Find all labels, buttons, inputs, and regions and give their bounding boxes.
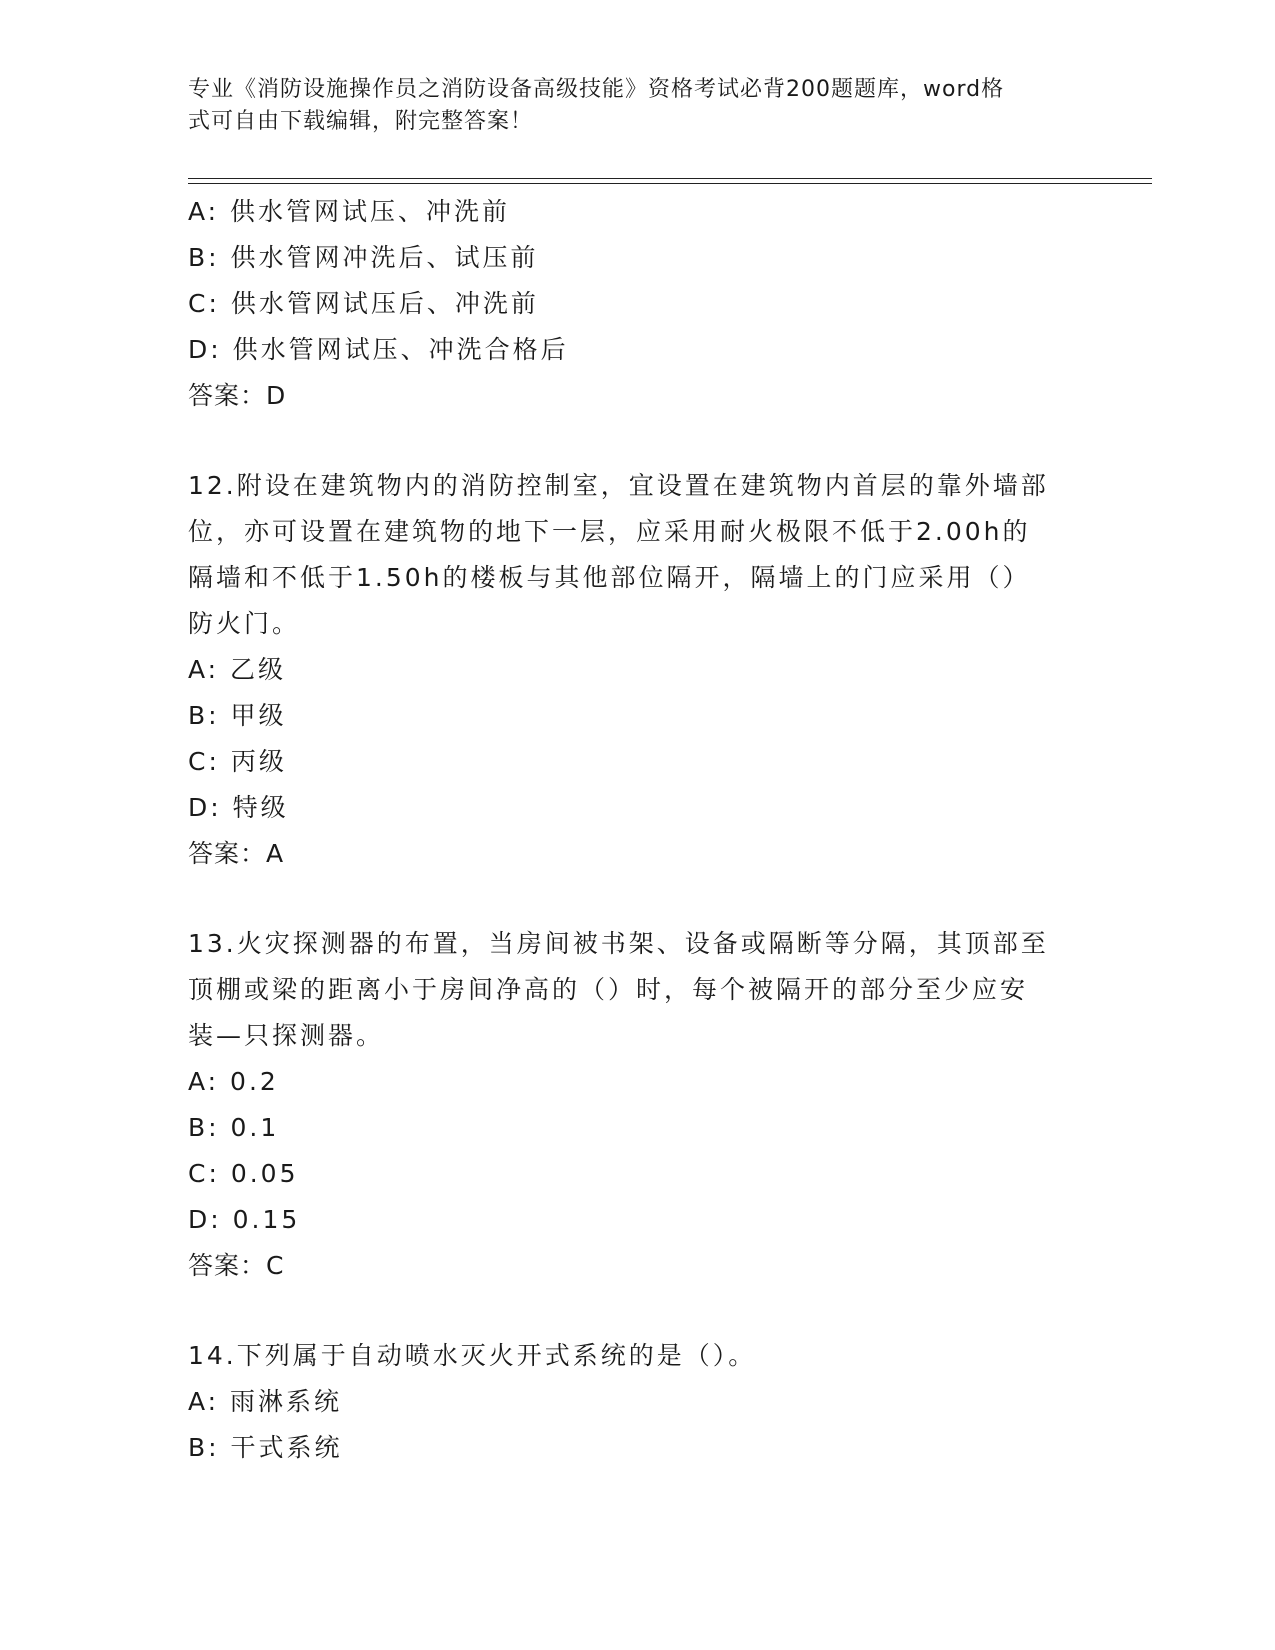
question-text-line: 12.附设在建筑物内的消防控制室，宜设置在建筑物内首层的靠外墙部 (188, 471, 1049, 500)
option-b: B: 干式系统 (188, 1433, 343, 1462)
option-a: A: 乙级 (188, 655, 287, 684)
option-c: C: 供水管网试压后、冲洗前 (188, 289, 539, 318)
question-text-line: 防火门。 (188, 609, 301, 638)
header-line-1: 专业《消防设施操作员之消防设备高级技能》资格考试必背200题题库，word格 (188, 77, 1005, 102)
option-c: C: 0.05 (188, 1159, 299, 1188)
question-14-block (188, 1333, 1088, 1471)
question-12-block (188, 463, 1088, 877)
question-text-line: 装—只探测器。 (188, 1021, 385, 1050)
option-c: C: 丙级 (188, 747, 287, 776)
document-header (188, 74, 1068, 138)
question-text-line: 14.下列属于自动喷水灭火开式系统的是（）。 (188, 1341, 757, 1370)
question-13-block (188, 921, 1088, 1289)
option-a: A: 雨淋系统 (188, 1387, 343, 1416)
option-b: B: 0.1 (188, 1113, 280, 1142)
header-divider-bottom (188, 183, 1152, 184)
header-divider-top (188, 178, 1152, 179)
spacer (188, 419, 1088, 463)
answer-label: 答案：A (188, 839, 285, 868)
spacer (188, 877, 1088, 921)
option-d: D: 0.15 (188, 1205, 301, 1234)
option-a: A: 0.2 (188, 1067, 279, 1096)
option-a: A: 供水管网试压、冲洗前 (188, 197, 511, 226)
option-b: B: 甲级 (188, 701, 287, 730)
prev-question-block (188, 189, 1088, 419)
question-text-line: 顶棚或梁的距离小于房间净高的（）时，每个被隔开的部分至少应安 (188, 975, 1029, 1004)
question-text-line: 13.火灾探测器的布置，当房间被书架、设备或隔断等分隔，其顶部至 (188, 929, 1049, 958)
spacer (188, 1289, 1088, 1333)
option-d: D: 供水管网试压、冲洗合格后 (188, 335, 569, 364)
question-text-line: 隔墙和不低于1.50h的楼板与其他部位隔开，隔墙上的门应采用（） (188, 563, 1031, 592)
question-text-line: 位，亦可设置在建筑物的地下一层，应采用耐火极限不低于2.00h的 (188, 517, 1031, 546)
header-line-2: 式可自由下载编辑，附完整答案！ (188, 109, 534, 134)
question-content (188, 189, 1088, 1471)
option-d: D: 特级 (188, 793, 289, 822)
answer-label: 答案：C (188, 1251, 285, 1280)
answer-label: 答案：D (188, 381, 287, 410)
option-b: B: 供水管网冲洗后、试压前 (188, 243, 539, 272)
